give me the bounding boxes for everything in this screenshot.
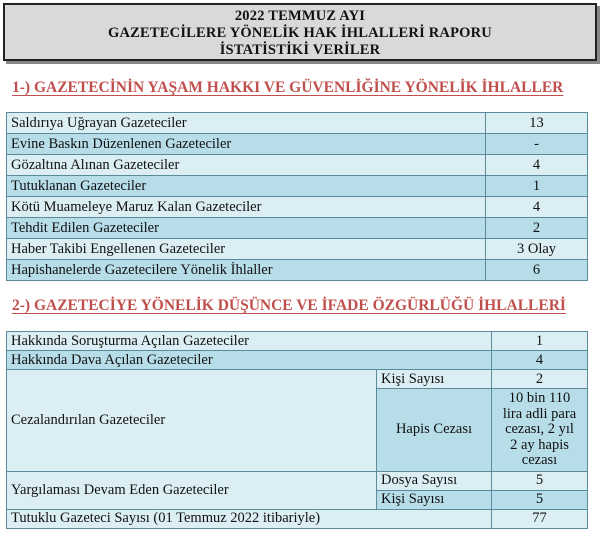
table-row <box>7 332 588 351</box>
lawsuit-value: 4 <box>492 351 588 370</box>
investigation-label: Hakkında Soruşturma Açılan Gazeteciler <box>7 332 492 351</box>
lawsuit-label: Hakkında Dava Açılan Gazeteciler <box>7 351 492 370</box>
row-value: 4 <box>486 155 588 176</box>
table-row <box>7 471 588 490</box>
row-label: Gözaltına Alınan Gazeteciler <box>7 155 486 176</box>
row-value: 13 <box>486 113 588 134</box>
prison-label: Hapis Cezası <box>377 389 492 472</box>
detained-label: Tutuklu Gazeteci Sayısı (01 Temmuz 2022 itibariyle) <box>7 509 492 528</box>
table-row <box>7 155 588 176</box>
row-value: 6 <box>486 260 588 281</box>
row-label: Haber Takibi Engellenen Gazeteciler <box>7 239 486 260</box>
investigation-value: 1 <box>492 332 588 351</box>
section2-title: 2-) GAZETECİYE YÖNELİK DÜŞÜNCE VE İFADE ÖZGÜRLÜĞÜ İHLALLERİ <box>12 297 566 314</box>
detained-value: 77 <box>492 509 588 528</box>
sentenced-label: Cezalandırılan Gazeteciler <box>7 370 377 472</box>
section1-table <box>6 112 588 281</box>
header-line-month: 2022 TEMMUZ AYI <box>234 8 366 24</box>
table-row <box>7 260 588 281</box>
ongoing-person-value: 5 <box>492 490 588 509</box>
prison-line: cezası <box>521 452 558 468</box>
table-row <box>7 239 588 260</box>
table-row <box>7 197 588 218</box>
table-row <box>7 370 588 389</box>
row-label: Evine Baskın Düzenlenen Gazeteciler <box>7 134 486 155</box>
prison-line: 10 bin 110 <box>508 390 571 406</box>
prison-line: 2 ay hapis <box>510 436 569 453</box>
ongoing-person-label: Kişi Sayısı <box>377 490 492 509</box>
section1-title: 1-) GAZETECİNİN YAŞAM HAKKI VE GÜVENLİĞİNE YÖNELİK İHLALLER <box>12 79 564 96</box>
row-value: 4 <box>486 197 588 218</box>
prison-line: lira adli para <box>502 405 577 422</box>
prison-value <box>492 389 588 472</box>
section2-table <box>6 331 588 529</box>
ongoing-case-label: Dosya Sayısı <box>377 471 492 490</box>
row-label: Kötü Muameleye Maruz Kalan Gazeteciler <box>7 197 486 218</box>
sentenced-count-label: Kişi Sayısı <box>377 370 492 389</box>
table-row <box>7 176 588 197</box>
header-line-subtitle: İSTATİSTİKİ VERİLER <box>219 42 381 58</box>
row-label: Tutuklanan Gazeteciler <box>7 176 486 197</box>
row-label: Tehdit Edilen Gazeteciler <box>7 218 486 239</box>
row-value: 2 <box>486 218 588 239</box>
row-label: Saldırıya Uğrayan Gazeteciler <box>7 113 486 134</box>
row-value: 1 <box>486 176 588 197</box>
report-header <box>3 3 597 61</box>
row-label: Hapishanelerde Gazetecilere Yönelik İhlaller <box>7 260 486 281</box>
header-line-title: GAZETECİLERE YÖNELİK HAK İHLALLERİ RAPORU <box>108 25 492 41</box>
table-row <box>7 509 588 528</box>
table-row <box>7 113 588 134</box>
row-value: - <box>486 134 588 155</box>
row-value: 3 Olay <box>486 239 588 260</box>
sentenced-count-value: 2 <box>492 370 588 389</box>
table-row <box>7 134 588 155</box>
table-row <box>7 218 588 239</box>
ongoing-case-value: 5 <box>492 471 588 490</box>
ongoing-label: Yargılaması Devam Eden Gazeteciler <box>7 471 377 509</box>
table-row <box>7 351 588 370</box>
prison-line: cezası, 2 yıl <box>505 421 574 437</box>
